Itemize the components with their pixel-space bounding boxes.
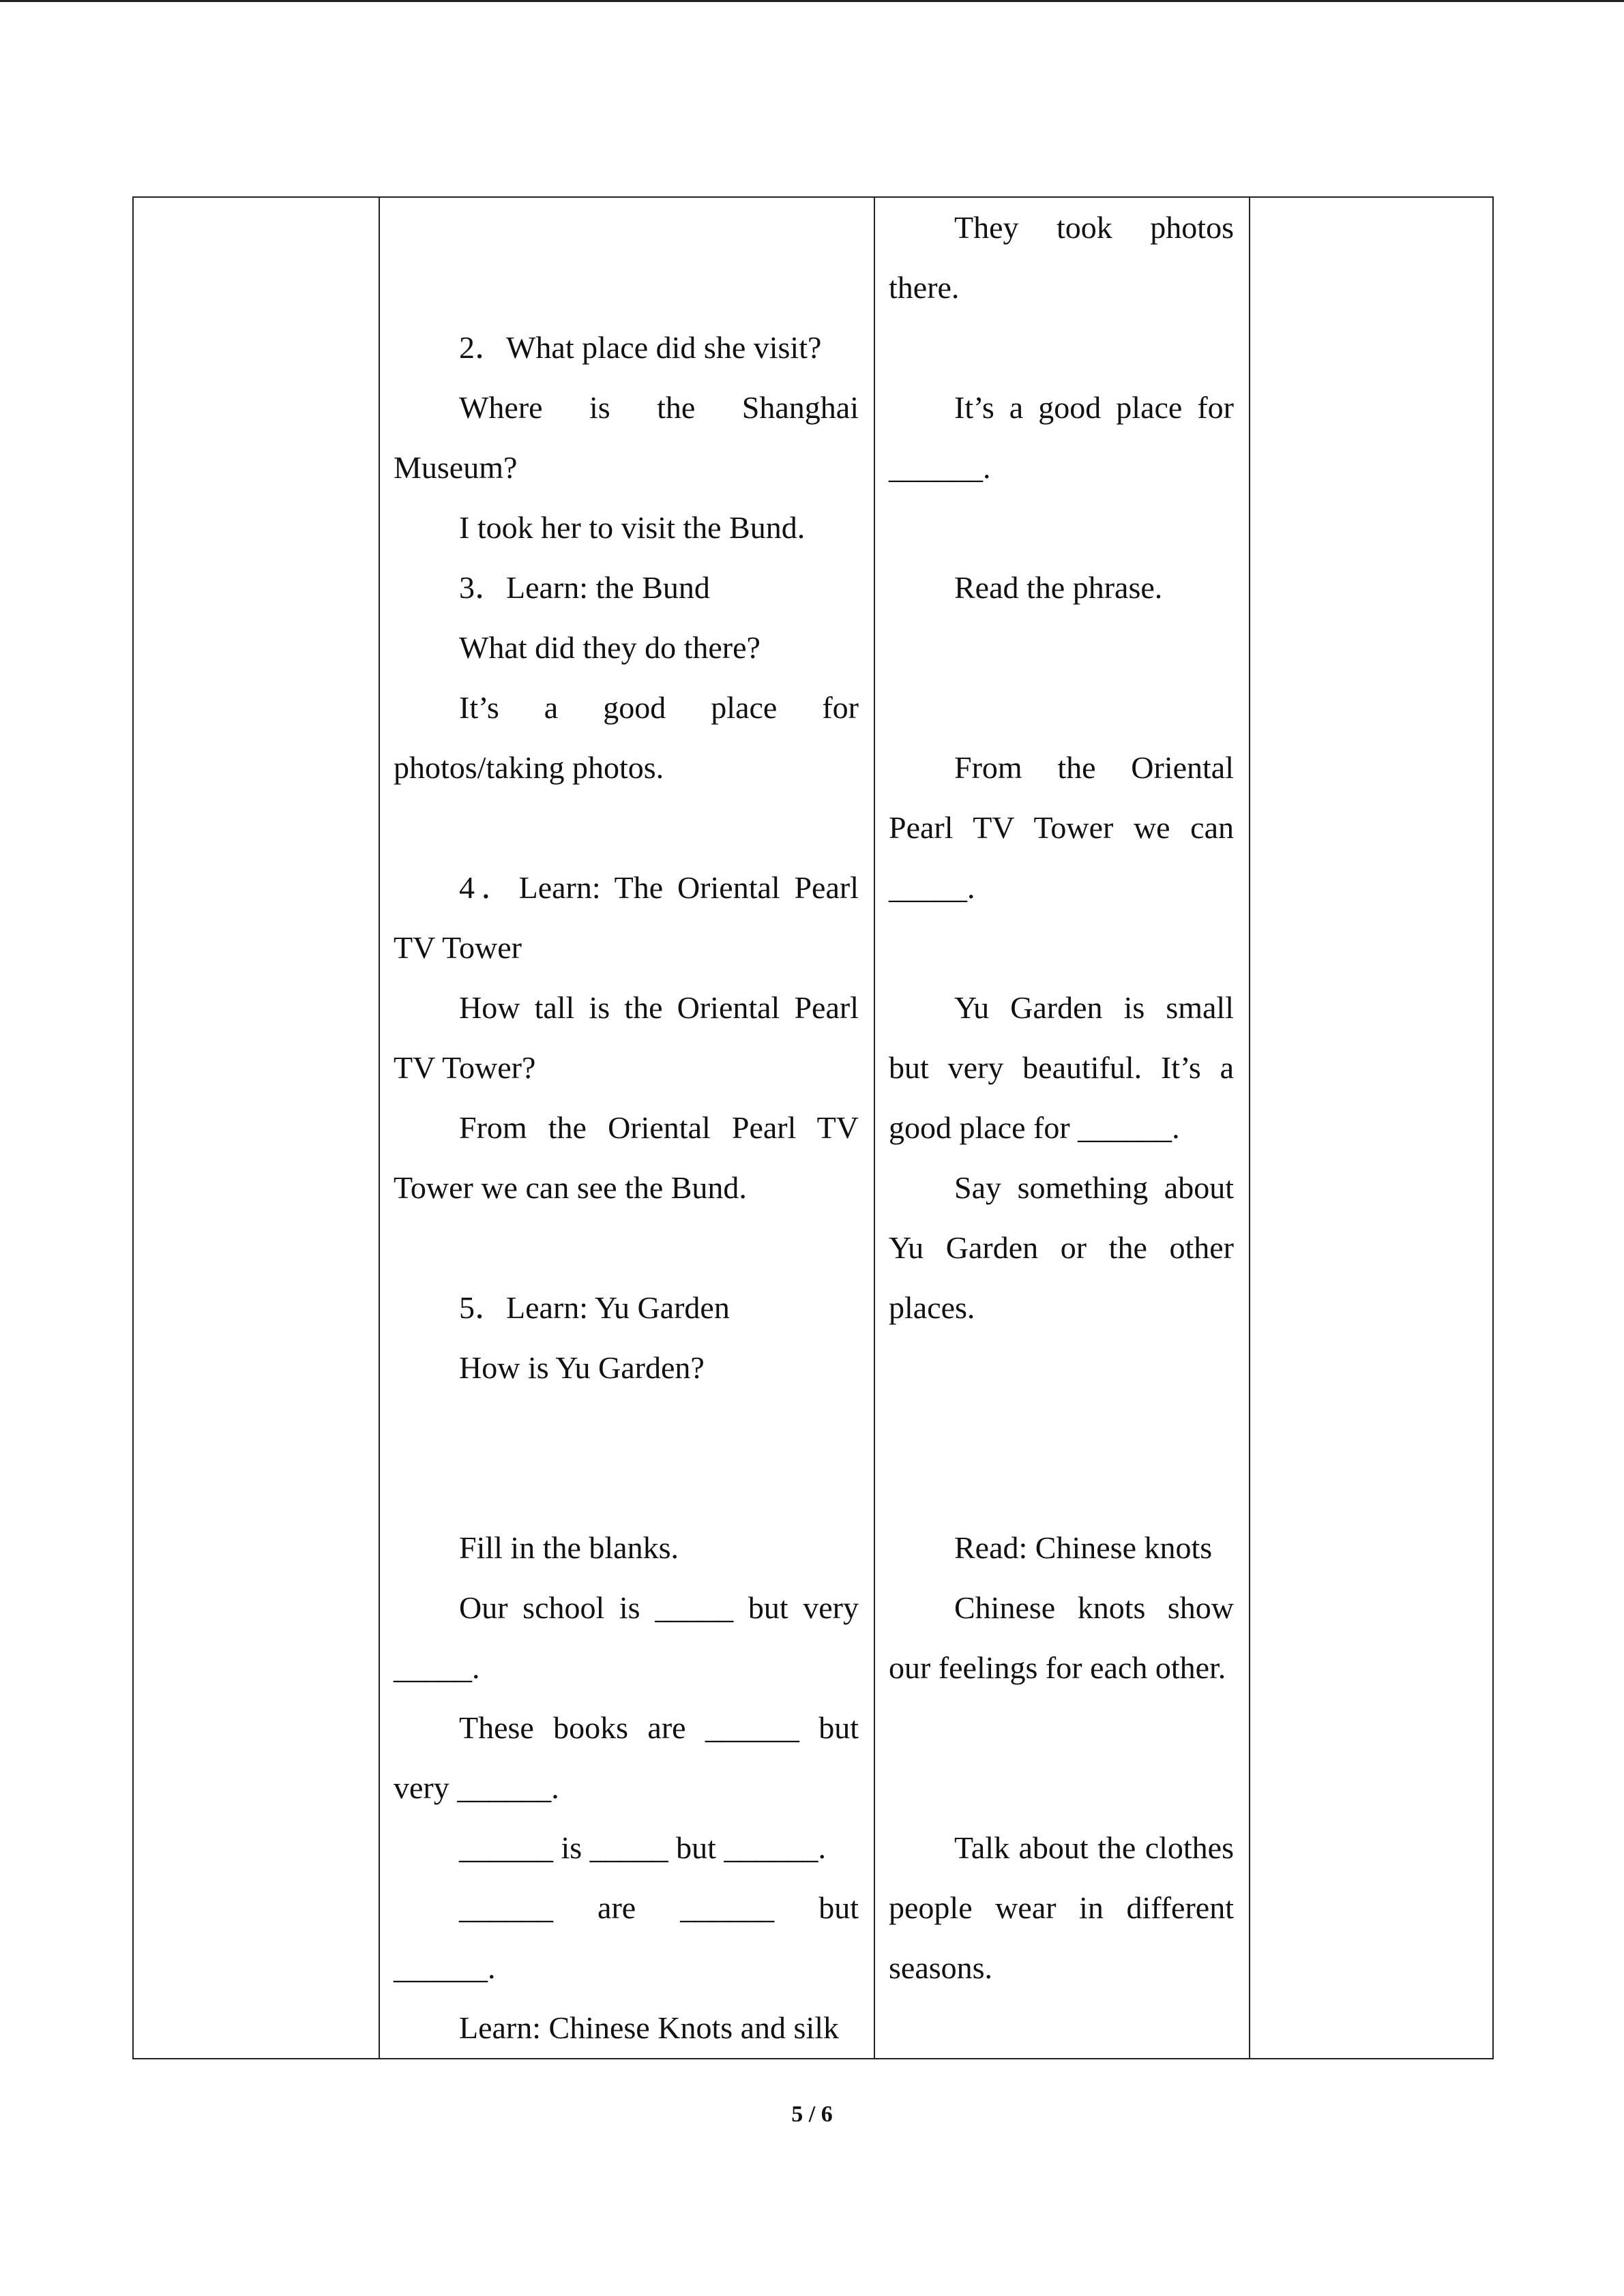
top-border [0,0,1624,2]
paragraph: Read: Chinese knots [954,1530,1213,1565]
paragraph: Yu Garden is small but very beautiful. It’s a good place for ______. [889,990,1234,1145]
stage-column-cell [133,197,379,2059]
page-number: 5 / 6 [791,2102,833,2127]
lesson-plan-table [132,196,1494,2059]
blank-line [394,798,859,858]
blank-line [394,258,859,318]
blank-line [889,1698,1234,1758]
paragraph: Talk about the clothes people wear in different seasons. [889,1830,1234,1985]
blank-line [889,678,1234,738]
paragraph: Learn: Chinese Knots and silk [459,2010,840,2045]
teacher-activity-cell [379,197,874,2059]
paragraph: These books are ______ but very ______. [394,1710,859,1805]
blank-line [889,1338,1234,1398]
paragraph: ______ are ______ but ______. [394,1890,859,1985]
paragraph: Fill in the blanks. [459,1530,679,1565]
blank-line [889,318,1234,378]
table-row [133,197,1493,2059]
blank-line [889,618,1234,678]
paragraph: 5．Learn: Yu Garden [459,1290,730,1325]
paragraph: Where is the Shanghai Museum? [394,390,859,485]
paragraph: Read the phrase. [954,570,1163,605]
blank-line [889,1398,1234,1458]
paragraph: It’s a good place for photos/taking photos. [394,690,859,785]
teacher-activity-content [380,198,874,2058]
notes-column-cell [1250,197,1493,2059]
blank-line [394,1218,859,1278]
blank-line [394,1398,859,1458]
paragraph: Our school is _____ but very _____. [394,1590,859,1685]
blank-line [889,1458,1234,1518]
paragraph: ______ is _____ but ______. [459,1830,826,1865]
paragraph: 2．What place did she visit? [459,330,822,365]
blank-line [889,918,1234,978]
paragraph: I took her to visit the Bund. [459,510,806,545]
paragraph: How is Yu Garden? [459,1350,705,1385]
paragraph: What did they do there? [459,630,761,665]
paragraph: Chinese knots show our feelings for each other. [889,1590,1234,1685]
blank-line [889,1758,1234,1818]
paragraph: From the Oriental Pearl TV Tower we can see the Bund. [394,1110,859,1205]
blank-line [394,198,859,258]
paragraph: How tall is the Oriental Pearl TV Tower? [394,990,859,1085]
paragraph: Say something about Yu Garden or the other places. [889,1170,1234,1325]
paragraph: They took photos there. [889,210,1234,305]
blank-line [889,498,1234,558]
paragraph: From the Oriental Pearl TV Tower we can _____. [889,750,1234,905]
paragraph: 3．Learn: the Bund [459,570,710,605]
paragraph: It’s a good place for ______. [889,390,1234,485]
paragraph: 4．Learn: The Oriental Pearl TV Tower [394,870,859,965]
student-activity-content [875,198,1249,2058]
blank-line [394,1458,859,1518]
student-activity-cell [874,197,1250,2059]
